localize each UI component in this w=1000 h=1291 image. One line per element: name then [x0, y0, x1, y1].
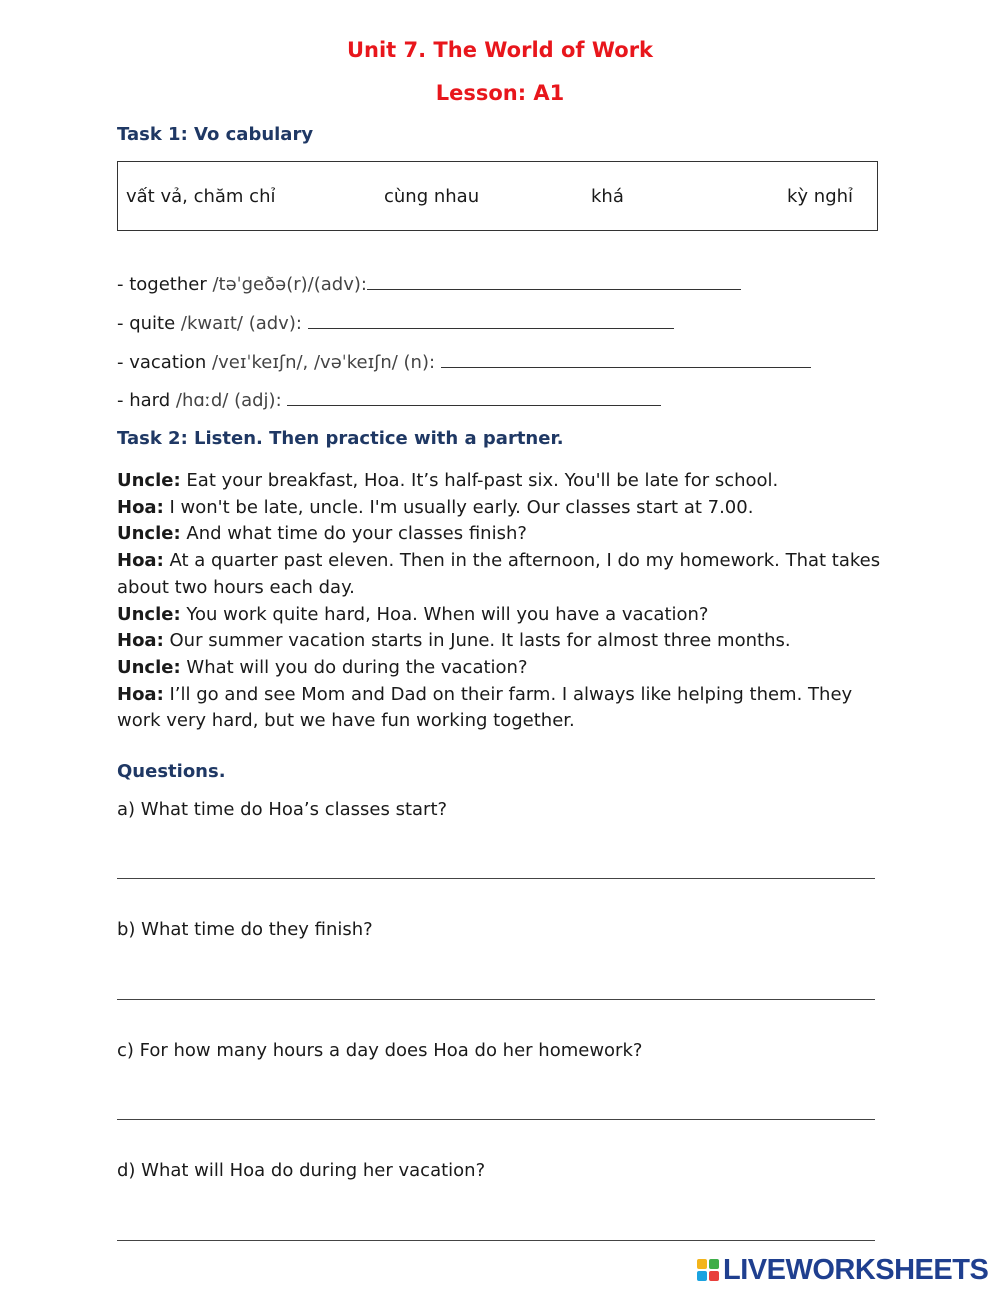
task1-heading: Task 1: Vo cabulary	[117, 124, 314, 145]
lesson-title: Lesson: A1	[435, 81, 565, 105]
answer-line-d[interactable]	[117, 1240, 875, 1241]
speaker-name: Uncle:	[117, 603, 181, 625]
dialog-line	[117, 655, 887, 682]
answer-line-c[interactable]	[117, 1119, 875, 1120]
dialog-text: And what time do your classes finish?	[180, 523, 527, 545]
vocab-item-quite	[117, 312, 674, 334]
dialog-text: Eat your breakfast, Hoa. It’s half-past six. You'll be late for school.	[180, 470, 779, 491]
logo-text: LIVEWORKSHEETS	[723, 1253, 989, 1286]
questions-heading: Questions.	[117, 761, 226, 782]
vocab-item-together	[117, 273, 741, 295]
dialog-text: What will you do during the vacation?	[180, 656, 528, 678]
word-bank-item[interactable]: kỳ nghỉ	[787, 186, 854, 207]
vocab-answer-blank[interactable]	[287, 389, 661, 406]
vocabulary-word-bank	[117, 161, 878, 231]
question-a: a) What time do Hoa’s classes start?	[117, 799, 448, 820]
answer-line-a[interactable]	[117, 878, 875, 879]
speaker-name: Hoa:	[117, 630, 164, 652]
answer-line-b[interactable]	[117, 999, 875, 1000]
speaker-name: Uncle:	[117, 656, 181, 678]
speaker-name: Hoa:	[117, 550, 164, 572]
dialog-line	[117, 602, 887, 629]
vocab-word: - vacation	[117, 352, 207, 373]
dialog-line	[117, 495, 887, 522]
vocab-word: - hard	[117, 390, 171, 411]
vocab-word: - together	[117, 274, 207, 295]
speaker-name: Uncle:	[117, 523, 181, 545]
vocab-item-vacation	[117, 351, 811, 373]
speaker-name: Hoa:	[117, 496, 164, 518]
speaker-name: Hoa:	[117, 683, 164, 705]
dialog-line	[117, 468, 887, 495]
question-b: b) What time do they finish?	[117, 919, 373, 940]
question-c: c) For how many hours a day does Hoa do her homework?	[117, 1040, 643, 1061]
dialog-text: I won't be late, uncle. I'm usually early. Our classes start at 7.00.	[163, 496, 754, 518]
speaker-name: Uncle:	[117, 470, 181, 491]
task2-heading: Task 2: Listen. Then practice with a partner.	[117, 428, 564, 449]
dialog-text: I’ll go and see Mom and Dad on their farm. I always like helping them. They work very hard, but we have fun working together.	[117, 683, 853, 732]
dialog-line	[117, 628, 887, 655]
dialog-text: You work quite hard, Hoa. When will you have a vacation?	[180, 603, 709, 625]
page-title: Unit 7. The World of Work	[346, 38, 654, 62]
vocab-ipa: /kwaɪt/ (adv):	[180, 313, 302, 334]
question-d: d) What will Hoa do during her vacation?	[117, 1160, 486, 1181]
vocab-word: - quite	[117, 313, 176, 334]
vocab-answer-blank[interactable]	[308, 312, 674, 329]
word-bank-item[interactable]: vất vả, chăm chỉ	[126, 186, 276, 207]
vocab-ipa: /hɑːd/ (adj):	[175, 390, 282, 411]
dialog-line	[117, 682, 887, 735]
vocab-ipa: /veɪˈkeɪʃn/, /vəˈkeɪʃn/ (n):	[212, 352, 436, 373]
word-bank-item[interactable]: khá	[591, 186, 624, 207]
vocab-answer-blank[interactable]	[367, 273, 741, 290]
liveworksheets-logo	[697, 1252, 988, 1288]
dialog-line	[117, 521, 887, 548]
vocab-ipa: /təˈgeðə(r)/(adv):	[212, 274, 367, 295]
vocab-item-hard	[117, 389, 661, 411]
vocab-answer-blank[interactable]	[441, 351, 811, 368]
dialog-text: At a quarter past eleven. Then in the afternoon, I do my homework. That takes about two hours each day.	[117, 550, 881, 598]
dialog-text: Our summer vacation starts in June. It lasts for almost three months.	[163, 630, 791, 652]
logo-blocks-icon	[697, 1259, 719, 1281]
dialog	[117, 468, 887, 735]
dialog-line	[117, 548, 887, 601]
word-bank-item[interactable]: cùng nhau	[384, 186, 480, 207]
